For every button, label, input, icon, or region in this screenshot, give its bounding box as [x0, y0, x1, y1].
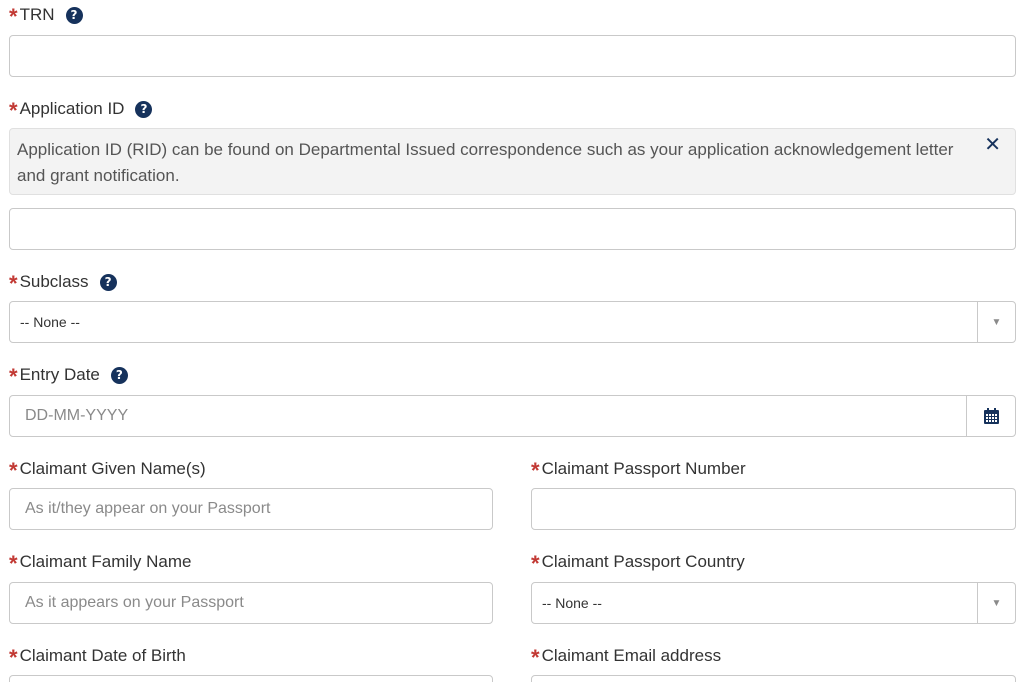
question-circle-icon[interactable]: ? — [111, 367, 128, 384]
dob-label: Claimant Date of Birth — [19, 646, 186, 665]
entry-date-label: Entry Date — [19, 365, 100, 384]
question-circle-icon[interactable]: ? — [135, 101, 152, 118]
subclass-label-row — [9, 271, 117, 296]
email-input[interactable] — [531, 675, 1016, 682]
passport-number-input[interactable] — [531, 488, 1016, 530]
passport-number-label: Claimant Passport Number — [541, 459, 746, 478]
trn-input[interactable] — [9, 35, 1016, 77]
question-circle-icon[interactable]: ? — [66, 7, 83, 24]
application-id-label-row — [9, 98, 152, 123]
application-id-label: Application ID — [19, 99, 125, 118]
trn-label: TRN — [19, 5, 55, 24]
calendar-icon — [983, 408, 1000, 425]
given-names-placeholder: As it/they appear on your Passport — [25, 500, 271, 517]
required-asterisk-icon: * — [9, 364, 18, 389]
required-asterisk-icon: * — [9, 271, 18, 296]
subclass-select[interactable] — [9, 301, 1016, 343]
dob-input[interactable] — [9, 675, 493, 682]
passport-country-label: Claimant Passport Country — [541, 552, 745, 571]
required-asterisk-icon: * — [9, 98, 18, 123]
subclass-label: Subclass — [19, 272, 89, 291]
caret-down-icon[interactable]: ▼ — [977, 302, 1015, 342]
family-name-placeholder: As it appears on your Passport — [25, 594, 244, 611]
required-asterisk-icon: * — [531, 551, 540, 576]
family-name-label: Claimant Family Name — [19, 552, 192, 571]
application-id-help-panel — [9, 128, 1016, 195]
passport-country-selected-value: -- None -- — [542, 595, 602, 611]
close-icon[interactable]: ✕ — [984, 134, 1001, 156]
required-asterisk-icon: * — [531, 458, 540, 483]
given-names-label: Claimant Given Name(s) — [19, 459, 206, 478]
calendar-button[interactable] — [966, 396, 1015, 436]
required-asterisk-icon: * — [9, 4, 18, 29]
given-names-label-row — [9, 458, 206, 483]
question-circle-icon[interactable]: ? — [100, 274, 117, 291]
required-asterisk-icon: * — [9, 551, 18, 576]
entry-date-input[interactable] — [9, 395, 1016, 437]
dob-label-row — [9, 645, 186, 670]
given-names-input[interactable] — [9, 488, 493, 530]
required-asterisk-icon: * — [9, 458, 18, 483]
trn-label-row — [9, 4, 83, 29]
subclass-selected-value: -- None -- — [20, 314, 80, 330]
caret-down-icon[interactable]: ▼ — [977, 583, 1015, 623]
passport-country-select[interactable] — [531, 582, 1016, 624]
entry-date-placeholder: DD-MM-YYYY — [25, 407, 129, 424]
passport-number-label-row — [531, 458, 746, 483]
required-asterisk-icon: * — [531, 645, 540, 670]
entry-date-label-row — [9, 364, 128, 389]
family-name-label-row — [9, 551, 192, 576]
passport-country-label-row — [531, 551, 745, 576]
family-name-input[interactable] — [9, 582, 493, 624]
application-id-help-text: Application ID (RID) can be found on Departmental Issued correspondence such as your application acknowledgement letter and grant notification. — [17, 140, 954, 185]
email-label-row — [531, 645, 722, 670]
application-id-input[interactable] — [9, 208, 1016, 250]
email-label: Claimant Email address — [541, 646, 722, 665]
required-asterisk-icon: * — [9, 645, 18, 670]
